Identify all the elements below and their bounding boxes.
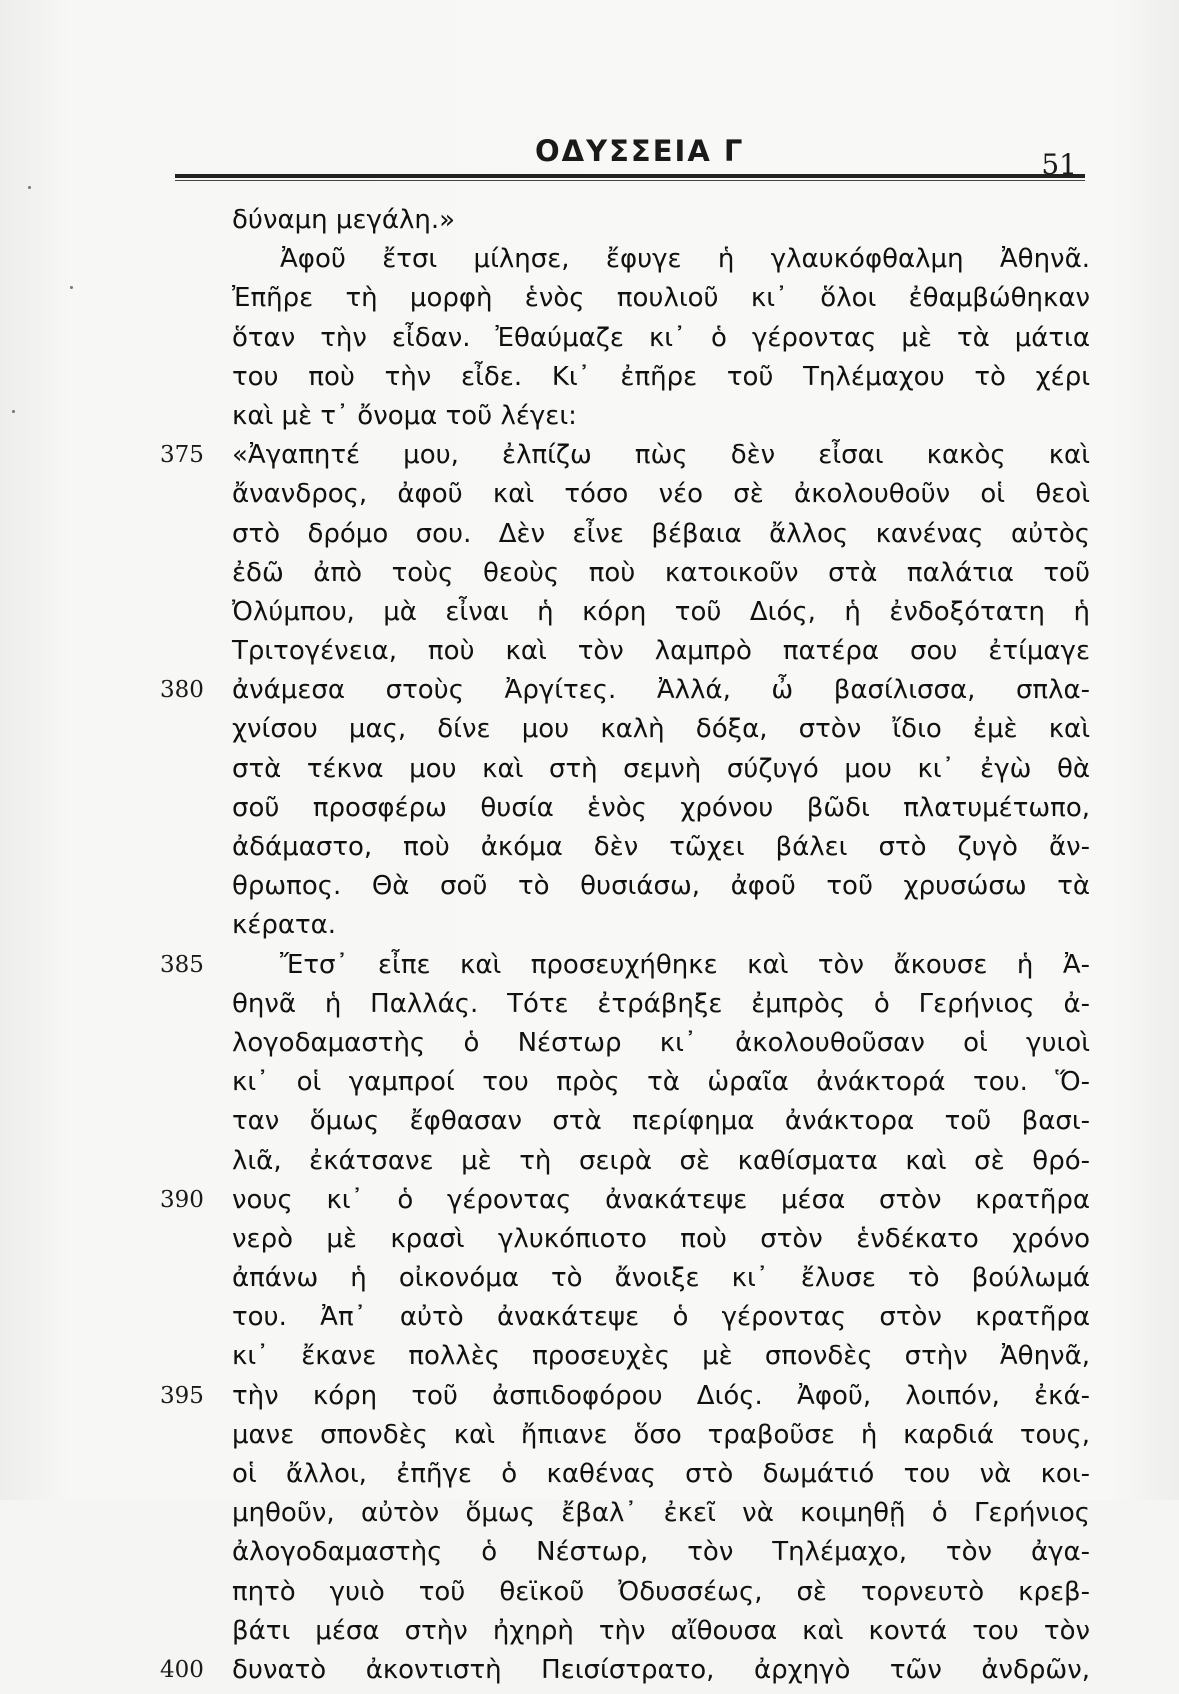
line-text: του. Ἀπ᾽ αὐτὸ ἀνακάτεψε ὁ γέροντας στὸν κρατῆρα [232, 1302, 1090, 1333]
text-line [160, 1459, 1090, 1498]
text-line [160, 989, 1090, 1028]
line-text: κι᾽ ἔκανε πολλὲς προσευχὲς μὲ σπονδὲς στὴν Ἀθηνᾶ, [232, 1341, 1090, 1372]
line-text: θηνᾶ ἡ Παλλάς. Τότε ἐτράβηξε ἐμπρὸς ὁ Γερήνιος ἀ- [232, 988, 1090, 1019]
line-text: ἄνανδρος, ἀφοῦ καὶ τόσο νέο σὲ ἀκολουθοῦν οἱ θεοὶ [232, 479, 1090, 510]
line-number: 400 [160, 1656, 204, 1683]
line-text: καὶ μὲ τ᾽ ὄνομα τοῦ λέγει: [232, 400, 577, 431]
text-line [160, 754, 1090, 793]
running-title: ΟΔΥΣΣΕΙΑ Γ [535, 134, 745, 168]
line-text: οἱ ἄλλοι, ἐπῆγε ὁ καθένας στὸ δωμάτιό του νὰ κοι- [232, 1459, 1090, 1489]
text-line [160, 1302, 1090, 1341]
text-line [160, 793, 1090, 832]
line-number: 385 [160, 951, 204, 978]
line-text: κέρατα. [232, 910, 337, 941]
text-line [160, 636, 1090, 675]
line-number: 395 [160, 1382, 204, 1409]
text-line [160, 440, 1090, 479]
text-line [160, 910, 1090, 949]
line-text: μανε σπονδὲς καὶ ἤπιανε ὅσο τραβοῦσε ἡ καρδιά τους, [232, 1419, 1090, 1450]
line-number: 375 [160, 442, 204, 469]
text-line [160, 362, 1090, 401]
text-line [160, 871, 1090, 910]
line-text: σοῦ προσφέρω θυσία ἑνὸς χρόνου βῶδι πλατυμέτωπο, [232, 792, 1090, 823]
line-text: δυνατὸ ἀκοντιστὴ Πεισίστρατο, ἀρχηγὸ τῶν ἀνδρῶν, [232, 1654, 1090, 1685]
text-line [160, 1106, 1090, 1145]
text-line [160, 1498, 1090, 1537]
page-number: 51 [1041, 148, 1077, 181]
line-text: Ἔτσ᾽ εἶπε καὶ προσευχήθηκε καὶ τὸν ἄκουσε ἡ Ἀ- [280, 949, 1090, 980]
text-line [160, 1185, 1090, 1224]
text-line [160, 1224, 1090, 1263]
print-speck [28, 186, 31, 189]
text-line [160, 244, 1090, 283]
header-rule [175, 174, 1085, 181]
line-text: ἀπάνω ἡ οἰκονόμα τὸ ἄνοιξε κι᾽ ἔλυσε τὸ βούλωμά [232, 1263, 1090, 1294]
text-line [160, 950, 1090, 989]
text-line [160, 283, 1090, 322]
line-text: Τριτογένεια, ποὺ καὶ τὸν λαμπρὸ πατέρα σου ἐτίμαγε [232, 636, 1090, 667]
text-line [160, 675, 1090, 714]
line-text: ὅταν τὴν εἶδαν. Ἐθαύμαζε κι᾽ ὁ γέροντας μὲ τὰ μάτια [232, 322, 1090, 353]
text-line [160, 519, 1090, 558]
text-line [160, 714, 1090, 753]
text-line [160, 1146, 1090, 1185]
line-text: λογοδαμαστὴς ὁ Νέστωρ κι᾽ ἀκολουθοῦσαν οἱ γυιοὶ [232, 1027, 1090, 1058]
line-text: στὰ τέκνα μου καὶ στὴ σεμνὴ σύζυγό μου κι᾽ ἐγὼ θὰ [232, 753, 1090, 784]
line-text: λιᾶ, ἐκάτσανε μὲ τὴ σειρὰ σὲ καθίσματα καὶ σὲ θρό- [232, 1145, 1090, 1176]
text-line [160, 1616, 1090, 1655]
line-text: τὴν κόρη τοῦ ἀσπιδοφόρου Διός. Ἀφοῦ, λοιπόν, ἐκά- [232, 1380, 1090, 1411]
text-line [160, 1341, 1090, 1380]
line-text: ἀνάμεσα στοὺς Ἀργίτες. Ἀλλά, ὦ βασίλισσα, σπλα- [232, 675, 1090, 706]
text-line [160, 1067, 1090, 1106]
line-text: στὸ δρόμο σου. Δὲν εἶνε βέβαια ἄλλος κανένας αὐτὸς [232, 518, 1090, 549]
line-text: Ὀλύμπου, μὰ εἶναι ἡ κόρη τοῦ Διός, ἡ ἐνδοξότατη ἡ [232, 596, 1090, 627]
line-number: 380 [160, 677, 204, 704]
line-text: νους κι᾽ ὁ γέροντας ἀνακάτεψε μέσα στὸν κρατῆρα [232, 1184, 1090, 1215]
text-line [160, 479, 1090, 518]
line-text: μηθοῦν, αὐτὸν ὅμως ἔβαλ᾽ ἐκεῖ νὰ κοιμηθῇ ὁ Γερήνιος [232, 1498, 1090, 1529]
print-speck [70, 286, 73, 289]
text-line [160, 205, 1090, 244]
line-text: ἀλογοδαμαστὴς ὁ Νέστωρ, τὸν Τηλέμαχο, τὸν ἀγα- [232, 1537, 1090, 1568]
text-line [160, 1028, 1090, 1067]
text-line [160, 323, 1090, 362]
text-line [160, 1537, 1090, 1576]
line-text: του ποὺ τὴν εἶδε. Κι᾽ ἐπῆρε τοῦ Τηλέμαχου τὸ χέρι [232, 361, 1090, 392]
text-line [160, 597, 1090, 636]
line-text: Ἐπῆρε τὴ μορφὴ ἑνὸς πουλιοῦ κι᾽ ὅλοι ἐθαμβώθηκαν [232, 283, 1090, 314]
text-line [160, 1655, 1090, 1694]
line-text: νερὸ μὲ κρασὶ γλυκόπιοτο ποὺ στὸν ἑνδέκατο χρόνο [232, 1223, 1090, 1254]
line-text: χνίσου μας, δίνε μου καλὴ δόξα, στὸν ἴδιο ἐμὲ καὶ [232, 714, 1090, 745]
print-speck [12, 410, 15, 413]
text-line [160, 1577, 1090, 1616]
line-text: πητὸ γυιὸ τοῦ θεϊκοῦ Ὀδυσσέως, σὲ τορνευτὸ κρεβ- [232, 1576, 1090, 1607]
text-line [160, 558, 1090, 597]
text-line [160, 1420, 1090, 1459]
text-line [160, 1381, 1090, 1420]
line-number: 390 [160, 1186, 204, 1213]
line-text: Ἀφοῦ ἔτσι μίλησε, ἔφυγε ἡ γλαυκόφθαλμη Ἀθηνᾶ. [280, 244, 1090, 275]
line-text: ἀδάμαστο, ποὺ ἀκόμα δὲν τῶχει βάλει στὸ ζυγὸ ἄν- [232, 832, 1090, 862]
line-text: «Ἀγαπητέ μου, ἐλπίζω πὼς δὲν εἶσαι κακὸς καὶ [232, 440, 1090, 471]
body-text [160, 205, 1090, 1694]
line-text: κι᾽ οἱ γαμπροί του πρὸς τὰ ὡραῖα ἀνάκτορά του. Ὅ- [232, 1067, 1090, 1098]
line-text: ταν ὅμως ἔφθασαν στὰ περίφημα ἀνάκτορα τοῦ βασι- [232, 1106, 1090, 1137]
text-line [160, 1263, 1090, 1302]
line-text: βάτι μέσα στὴν ἠχηρὴ τὴν αἴθουσα καὶ κοντά του τὸν [232, 1615, 1090, 1646]
line-text: ἐδῶ ἀπὸ τοὺς θεοὺς ποὺ κατοικοῦν στὰ παλάτια τοῦ [232, 557, 1090, 588]
text-line [160, 401, 1090, 440]
line-text: θρωπος. Θὰ σοῦ τὸ θυσιάσω, ἀφοῦ τοῦ χρυσώσω τὰ [232, 871, 1090, 902]
line-text: δύναμη μεγάλη.» [232, 205, 456, 235]
page-header [175, 128, 1085, 188]
text-line [160, 832, 1090, 871]
